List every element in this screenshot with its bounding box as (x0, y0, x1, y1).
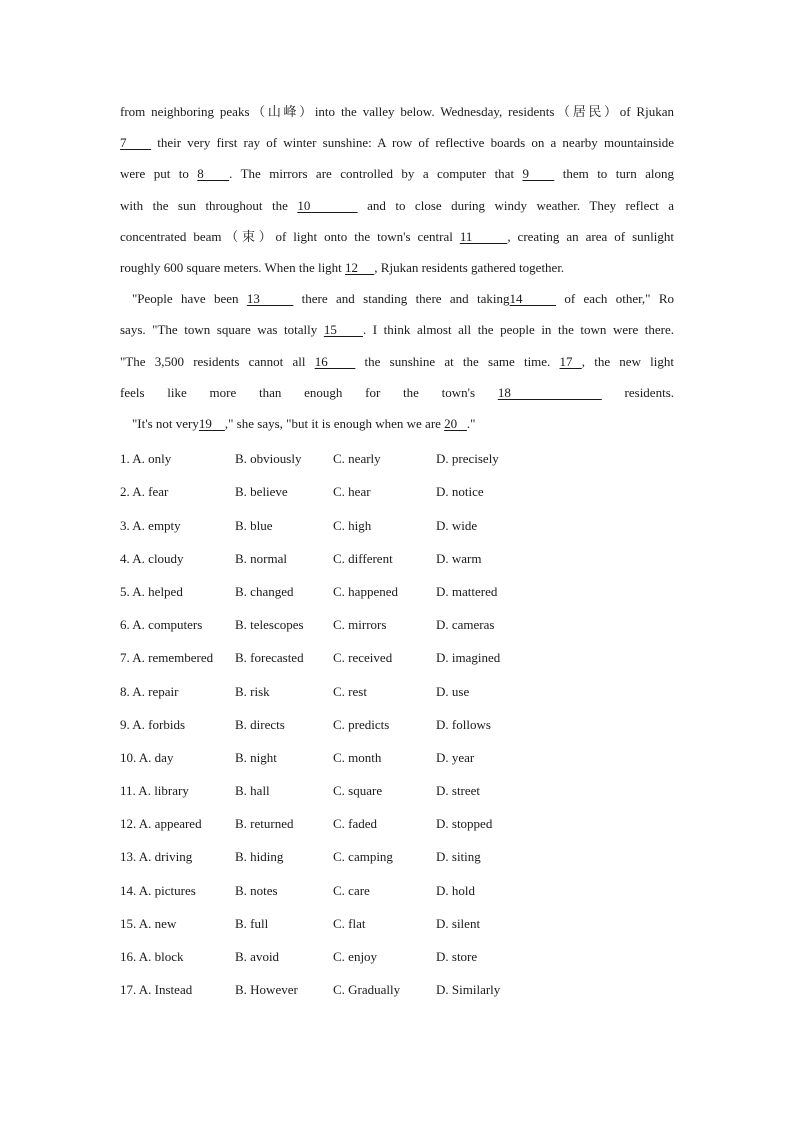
passage-text: of each other," Ro (555, 291, 674, 307)
option-d: D. Similarly (436, 982, 501, 998)
option-b: B. directs (235, 716, 285, 732)
passage-text: residents. (601, 384, 675, 400)
option-b: B. night (235, 749, 277, 765)
option-c: C. camping (333, 849, 393, 865)
question-row (120, 774, 674, 807)
passage-text: , Rjukan residents gathered together. (374, 260, 565, 276)
answer-blank: 16 (314, 353, 356, 369)
option-c: C. enjoy (333, 949, 378, 965)
option-d: D. street (436, 783, 481, 799)
option-a: 6. A. computers (120, 617, 203, 633)
passage-text: roughly 600 square meters. When the light (120, 260, 346, 276)
answer-blank: 10 (297, 197, 358, 213)
option-b: B. obviously (235, 451, 302, 467)
question-row (120, 675, 674, 708)
option-d: D. notice (436, 484, 484, 500)
answer-blank: 18 (497, 384, 602, 400)
option-a: 2. A. fear (120, 484, 169, 500)
option-b: B. normal (235, 550, 287, 566)
option-a: 13. A. driving (120, 849, 193, 865)
options-list (120, 442, 674, 1006)
option-a: 1. A. only (120, 451, 172, 467)
option-a: 10. A. day (120, 749, 174, 765)
answer-blank: 19 (198, 416, 225, 432)
question-row (120, 940, 674, 973)
option-d: D. mattered (436, 583, 498, 599)
option-b: B. believe (235, 484, 288, 500)
passage-text: "The 3,500 residents cannot all (120, 353, 315, 369)
option-d: D. warm (436, 550, 482, 566)
option-a: 11. A. library (120, 783, 189, 799)
option-c: C. received (333, 650, 393, 666)
option-b: B. returned (235, 816, 294, 832)
answer-blank: 11 (459, 228, 508, 244)
passage-text: , creating an area of sunlight (507, 228, 674, 244)
answer-blank: 9 (522, 166, 555, 182)
question-row (120, 874, 674, 907)
question-row (120, 608, 674, 641)
passage-text: and to close during windy weather. They reflect a (357, 197, 674, 213)
option-c: C. care (333, 882, 370, 898)
question-row (120, 973, 674, 1006)
option-d: D. follows (436, 716, 491, 732)
option-a: 15. A. new (120, 915, 177, 931)
option-c: C. different (333, 550, 393, 566)
option-a: 8. A. repair (120, 683, 179, 699)
passage-line (120, 408, 674, 439)
passage-text: the sunshine at the same time. (355, 353, 560, 369)
answer-blank: 8 (197, 166, 230, 182)
passage-text: with the sun throughout the (120, 197, 298, 213)
question-row (120, 509, 674, 542)
passage-text: ." (466, 416, 476, 432)
option-c: C. Gradually (333, 982, 401, 998)
passage-text: . The mirrors are controlled by a computer that (229, 166, 523, 182)
option-a: 12. A. appeared (120, 816, 202, 832)
question-row (120, 575, 674, 608)
passage-line (120, 283, 674, 314)
option-c: C. predicts (333, 716, 390, 732)
answer-blank: 15 (323, 322, 363, 338)
option-b: B. telescopes (235, 617, 304, 633)
passage-text: there and standing there and taking (293, 291, 510, 307)
question-row (120, 708, 674, 741)
passage-text: from neighboring peaks（山峰）into the valley below. Wednesday, residents（居民）of Rjukan (120, 104, 674, 119)
answer-blank: 12 (345, 260, 375, 276)
option-c: C. month (333, 749, 382, 765)
question-row (120, 442, 674, 475)
question-row (120, 542, 674, 575)
option-d: D. silent (436, 915, 481, 931)
option-d: D. stopped (436, 816, 493, 832)
answer-blank: 14 (509, 291, 556, 307)
option-b: B. blue (235, 517, 273, 533)
document-page (120, 96, 674, 1006)
option-d: D. store (436, 949, 478, 965)
passage (120, 96, 674, 439)
option-b: B. full (235, 915, 269, 931)
option-d: D. use (436, 683, 470, 699)
passage-text: , the new light (581, 353, 675, 369)
option-a: 9. A. forbids (120, 716, 185, 732)
passage-line (120, 377, 674, 408)
option-b: B. avoid (235, 949, 280, 965)
passage-line (120, 314, 674, 345)
option-c: C. high (333, 517, 372, 533)
option-d: D. hold (436, 882, 475, 898)
answer-blank: 7 (120, 135, 152, 151)
option-a: 16. A. block (120, 949, 184, 965)
passage-text: feels like more than enough for the town's (120, 384, 498, 400)
option-c: C. faded (333, 816, 378, 832)
option-c: C. nearly (333, 451, 381, 467)
question-row (120, 741, 674, 774)
answer-blank: 20 (444, 416, 467, 432)
option-d: D. wide (436, 517, 478, 533)
option-c: C. mirrors (333, 617, 387, 633)
passage-line (120, 252, 674, 283)
option-b: B. forecasted (235, 650, 304, 666)
option-b: B. hall (235, 783, 270, 799)
passage-text: . I think almost all the people in the town were there. (363, 322, 674, 338)
option-a: 3. A. empty (120, 517, 181, 533)
option-b: B. hiding (235, 849, 284, 865)
question-row (120, 475, 674, 508)
answer-blank: 17 (559, 353, 582, 369)
option-a: 5. A. helped (120, 583, 183, 599)
passage-text: concentrated beam（束）of light onto the town's central (120, 228, 460, 244)
passage-line (120, 96, 674, 127)
passage-text: were put to (120, 166, 198, 182)
option-c: C. rest (333, 683, 367, 699)
question-row (120, 641, 674, 674)
option-c: C. square (333, 783, 383, 799)
option-d: D. year (436, 749, 475, 765)
question-row (120, 840, 674, 873)
option-c: C. happened (333, 583, 398, 599)
option-a: 7. A. remembered (120, 650, 214, 666)
passage-line (120, 190, 674, 221)
option-d: D. cameras (436, 617, 495, 633)
passage-text: says. "The town square was totally (120, 322, 324, 338)
passage-text: "It's not very (132, 416, 199, 432)
passage-line (120, 127, 674, 158)
option-b: B. However (235, 982, 298, 998)
passage-text: their very first ray of winter sunshine: A row of reflective boards on a nearby mountainside (151, 135, 674, 151)
question-row (120, 807, 674, 840)
option-d: D. precisely (436, 451, 499, 467)
option-a: 17. A. Instead (120, 982, 193, 998)
option-c: C. flat (333, 915, 366, 931)
passage-line (120, 346, 674, 377)
option-b: B. changed (235, 583, 294, 599)
question-row (120, 907, 674, 940)
option-b: B. risk (235, 683, 270, 699)
passage-line (120, 158, 674, 189)
option-d: D. siting (436, 849, 481, 865)
option-a: 4. A. cloudy (120, 550, 184, 566)
answer-blank: 13 (246, 291, 294, 307)
passage-text: ," she says, "but it is enough when we are (224, 416, 445, 432)
passage-text: them to turn along (554, 166, 675, 182)
option-a: 14. A. pictures (120, 882, 196, 898)
option-c: C. hear (333, 484, 371, 500)
option-d: D. imagined (436, 650, 501, 666)
passage-text: "People have been (132, 291, 247, 307)
passage-line (120, 221, 674, 252)
option-b: B. notes (235, 882, 278, 898)
